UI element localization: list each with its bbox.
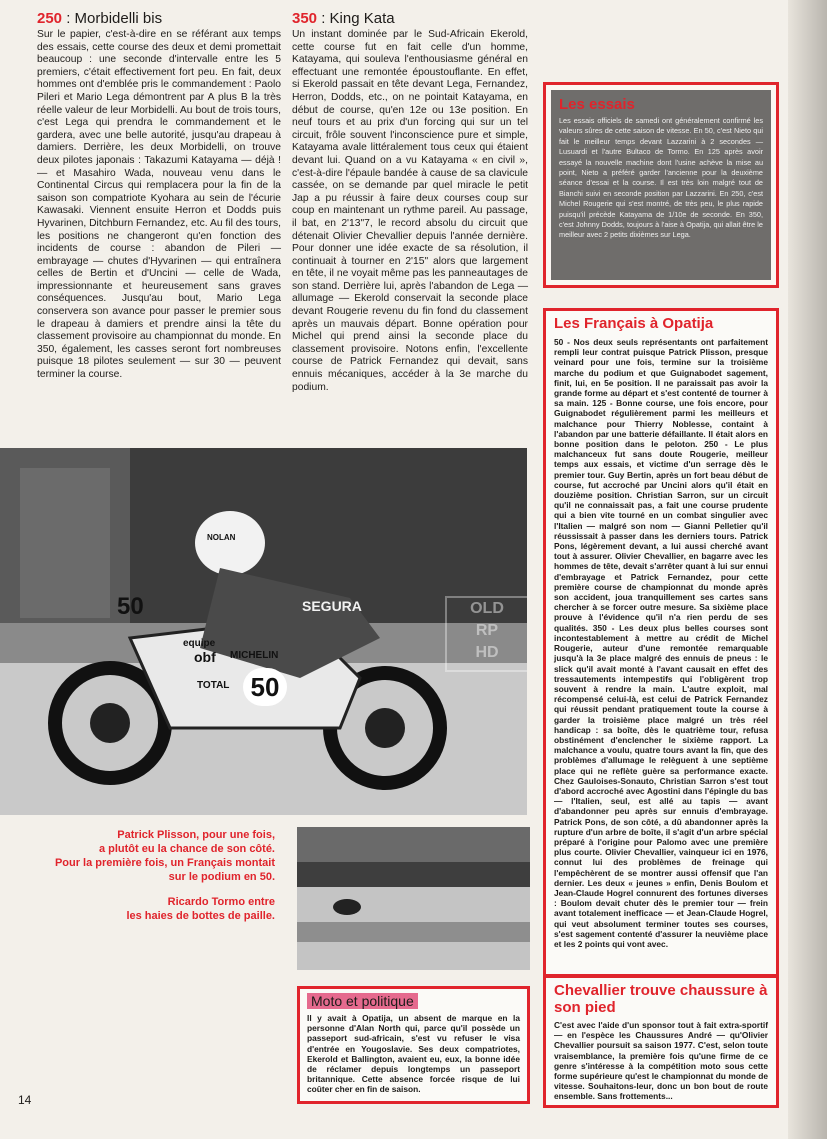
caption-line: a plutôt eu la chance de son côté. xyxy=(98,843,275,855)
francais-body: 50 - Nos deux seuls représentants ont parfaitement rempli leur contrat puisque Patrick Plisson, presque veinard pour une fois, termine sur la troisième marche du podium et que Guignabodet sagement, finit, lui, en 5e position. Il ne paraissait pas avoir la grande forme au départ et s'est contenté de tourner à sa main. 125 - Bonne course, une fois encore, pour Guignabodet régulièrement parmi les meilleurs et malchance pour Thierry Noblesse, containt à l'abandon par une batterie défaillante. Il était alors en bonne position dans le peloton. 250 - Le plus malchanceux fut sans doute Rougerie, meilleur temps aux essais, et victime d'un serrage dès le premier tour. Guy Bertin, après un fort beau début de course, fut accroché par Uncini alors qu'il était en douzième position. Christian Sarron, sur un circuit qu'il ne connaissait pas, a fait une course prudente qui a bien vite tourné en un combat singulier avec l'Italien — malgré son nom — Gianni Pelletier qu'il réussissait à passer dans les derniers tours. Patrick Pons, légèrement devant, a lui aussi cherché avant tout à assurer. Olivier Chevallier, en bagarre avec les hommes de tête, devait s'arrêter quant à lui sur ennui d'embrayage et Patrick Fernandez, pour cette première course de championnat du monde après son accident, joua tranquillement ses cartes sans chercher à se forcer outre mesure. Sa sixième place prouve à l'évidence qu'il n'a rien perdu de ses qualités. 350 - Les deux plus belles courses sont incontestablement à mettre au crédit de Michel Rougerie, auteur d'une remontée remarquable jusqu'à la 3e place malgré des ennuis de pneus : le slick qu'il avait monté à l'avant causait en effet des tressautements intempestifs qui l'obligèrent trop souvent à rendre la main. L'autre exploit, mal récompensé celui-là, est celui de Patrick Fernandez qui réussit pendant pratiquement toute la course à garder la troisième place malgré un très réel handicap : sa boîte, dès le quatrième tour, refusa obstinément d'enclencher le sixième rapport. La malchance a voulu, quatre tours avant la fin, que des problèmes d'allumage le relèguent à une septième place qui ne reflète guère sa performance exacte. Chez Gauloises-Sonauto, Christian Sarron s'est tout d'abord accroché avec Agostini dans l'épingle du bas — l'Italien, seul, est allé au tapis — avant d'abandonner peu après sur ennuis d'embrayage. Patrick Pons, de son côté, a dû abandonner après la rupture d'un arbre de boîte, il s'agit d'un arbre spécial préparé à l'origine pour Palomo avec une première plus courte. Olivier Chevallier, vainqueur ici en 1976, connut lui des problèmes de freinage qui l'empêchèrent de se montrer aussi offensif que l'an dernier. Les deux « jeunes » enfin, Denis Boulom et Jean-Claude Hogrel connurent des fortunes diverses : Boulom devait chuter dès le premier tour — frein avant totalement inefficace — et Jean-Claude Hogrel, qui veut absolument terminer toutes ses courses, s'est sagement contenté d'assurer la neuvième place et les 2 points qui vont avec. xyxy=(554,337,768,949)
essais-body: Les essais officiels de samedi ont généralement confirmé les valeurs sûres de cette saison de vitesse. En 50, c'est Nieto qui fait le meilleur temps devant Lazzarini à 2 secondes — Lusuardi et l'autre Bultaco de Tormo. En 125 après avoir essayé la nouvelle machine dont l'usine achève la mise au point, Nieto a préféré garder l'ancienne pour la deuxième séance d'essai et la course. Il est très loin malgré tout de Bianchi suivi en seconde position par Lazzarini. En 250, c'est Michel Rougerie qui s'est montré, de très peu, le plus rapide puisqu'il précède Katayama de 1/10e de seconde. En 350, c'est Johnny Dodds, toujours à l'aise à Opatija, qui allait être le meilleur avec 2 petits dixièmes sur Lega. xyxy=(559,116,763,240)
section-heading-350 xyxy=(292,10,528,27)
francais-box xyxy=(543,308,779,977)
tormo-photo xyxy=(297,827,530,970)
fairing-number: 50 xyxy=(243,668,287,706)
article-250 xyxy=(37,10,281,382)
chevallier-box xyxy=(543,975,779,1108)
heading-text: : King Kata xyxy=(317,10,395,27)
article-350 xyxy=(292,10,528,394)
sponsor-total: TOTAL xyxy=(197,680,230,691)
heading-number: 250 xyxy=(37,10,63,27)
francais-title: Les Français à Opatija xyxy=(554,315,714,332)
article-250-body: Sur le papier, c'est-à-dire en se référant aux temps des essais, cette course des deux et demi promettait beaucoup : une seconde d'intervalle entre les 5 premiers, c'était effectivement fort peu. En fait, deux hommes ont d'emblée pris le commandement : Paolo Pileri et Mario Lega démontrent par A plus B la très réelle valeur de leur Morbidelli. Au bout de trois tours, c'est Lega qui prendra le commandement et le gardera, avec une belle autorité, jusqu'au drapeau à damiers. Derrière, les deux Morbidelli, on trouve deux pilotes japonais : Takazumi Katayama — déjà ! — et Masahiro Wada, nouveau venu dans le Continental Circus qui remplacera pour la fin de la saison son compatriote Kyohara au sein de l'écurie Kawasaki. Viennent ensuite Herron et Dodds puis Hyvarinen, Ditchburn Fernandez, etc. Au fil des tours, les positions ne changeront qu'en fonction des incidents de course : abandon de Pileri — embrayage — chutes d'Hyvarinen — qui entraînera celles de Bertin et d'Uncini — celle de Wada, impressionnante et heureusement sans graves conséquences. Jusqu'au bout, Mario Lega conservera son avance pour passer le premier sous le drapeau à damiers et prendre ainsi la tête du classement provisoire au championnat du monde. En 350, également, les casses seront fort nombreuses puisque 18 pilotes seulement — sur 30 — peuvent terminer la course. xyxy=(37,29,281,381)
essais-title: Les essais xyxy=(559,96,635,113)
tormo-caption xyxy=(30,895,275,923)
moto-politique-box xyxy=(297,986,530,1104)
watermark-line-3: HD xyxy=(475,644,499,661)
caption-line: Ricardo Tormo entre xyxy=(167,896,275,908)
tormo-photo-svg xyxy=(297,827,530,970)
essais-panel xyxy=(551,90,771,280)
sponsor-equipe: equipe xyxy=(183,638,216,649)
caption-line: sur le podium en 50. xyxy=(168,871,275,883)
sponsor-michelin: MICHELIN xyxy=(230,650,279,661)
chevallier-body: C'est avec l'aide d'un sponsor tout à fait extra-sportif — en l'espèce les Chaussures André — qu'Olivier Chevallier poursuit sa saison 1977. C'est, selon toute vraisemblance, la première fois qu'une firme de ce genre s'intéresse à la compétition moto sous cette forme supérieure qu'est le championnat du monde de vitesse. Souhaitons-leur, donc un bon bout de route ensemble. Sans frottements... xyxy=(554,1020,768,1102)
caption-line: Pour la première fois, un Français montait xyxy=(54,857,275,869)
essais-box xyxy=(543,82,779,288)
caption-line: les haies de bottes de paille. xyxy=(126,910,275,922)
page-number: 14 xyxy=(18,1093,32,1107)
front-number: 50 xyxy=(117,593,144,620)
heading-number: 350 xyxy=(292,10,318,27)
chevallier-title: Chevallier trouve chaussure à son pied xyxy=(554,982,768,1016)
section-heading-250 xyxy=(37,10,281,27)
plisson-caption xyxy=(30,828,275,884)
article-350-body: Un instant dominée par le Sud-Africain Ekerold, cette course fut en fait celle d'un homme, Katayama, qui souleva l'enthousiasme général en effectuant une remontée époustouflante. En effet, si Ekerold passait en tête devant Lega, Fernandez, Herron, Dodds, etc., on ne pointait Katayama, en début de course, qu'en 12e ou 13e position. En neuf tours et au prix d'un forcing qui sur un tel circuit, frôle souvent l'inconscience pure et simple, Katayama avale littéralement tous ceux qui étaient devant lui. Quand on a vu Katayama « en civil », c'est-à-dire l'épaule bandée à cause de sa clavicule cassée, on se demande par quel miracle le petit Jap a pu réussir à faire deux courses coup sur coup en maintenant un rythme pareil. Au passage, il bat, en 2'13"7, le record absolu du circuit que détenait Olivier Chevallier depuis l'année dernière. Pour donner une idée exacte de sa résolution, il continuait à tourner en 2'15" alors que largement en tête, il ne voyait même pas les panneautages de son stand. Derrière lui, après l'abandon de Lega — allumage — Ekerold conservait la seconde place devant Rougerie revenu du fin fond du classement après un mauvais départ. Bonne opération pour Michel qui prend ainsi la seconde place du classement provisoire. Notons enfin, l'excellente course de Patrick Fernandez qui devait, sans ennuis mécaniques, accéder à la 3e marche du podium. xyxy=(292,29,528,393)
heading-text: : Morbidelli bis xyxy=(62,10,163,27)
page-edge xyxy=(788,0,827,1139)
sponsor-obf: obf xyxy=(194,649,216,665)
watermark-line-1: OLD xyxy=(470,600,504,617)
helmet-logo: NOLAN xyxy=(207,533,236,542)
moto-politique-title: Moto et politique xyxy=(307,993,418,1009)
watermark-line-2: RP xyxy=(475,622,499,639)
watermark xyxy=(445,596,527,672)
sponsor-segura: SEGURA xyxy=(302,598,362,614)
caption-line: Patrick Plisson, pour une fois, xyxy=(117,829,275,841)
moto-politique-body: Il y avait à Opatija, un absent de marque en la personne d'Alan North qui, parce qu'il possède un passeport sud-africain, s'est vu refuser le visa d'entrée en Yougoslavie. Ses deux compatriotes, Ekerold et Ballington, avaient eu, eux, la bonne idée de réclamer depuis longtemps un passeport britannique. Cette absence forcée risque de lui coûter cher en fin de saison. xyxy=(307,1013,520,1095)
motorcycle-photo xyxy=(0,448,527,815)
